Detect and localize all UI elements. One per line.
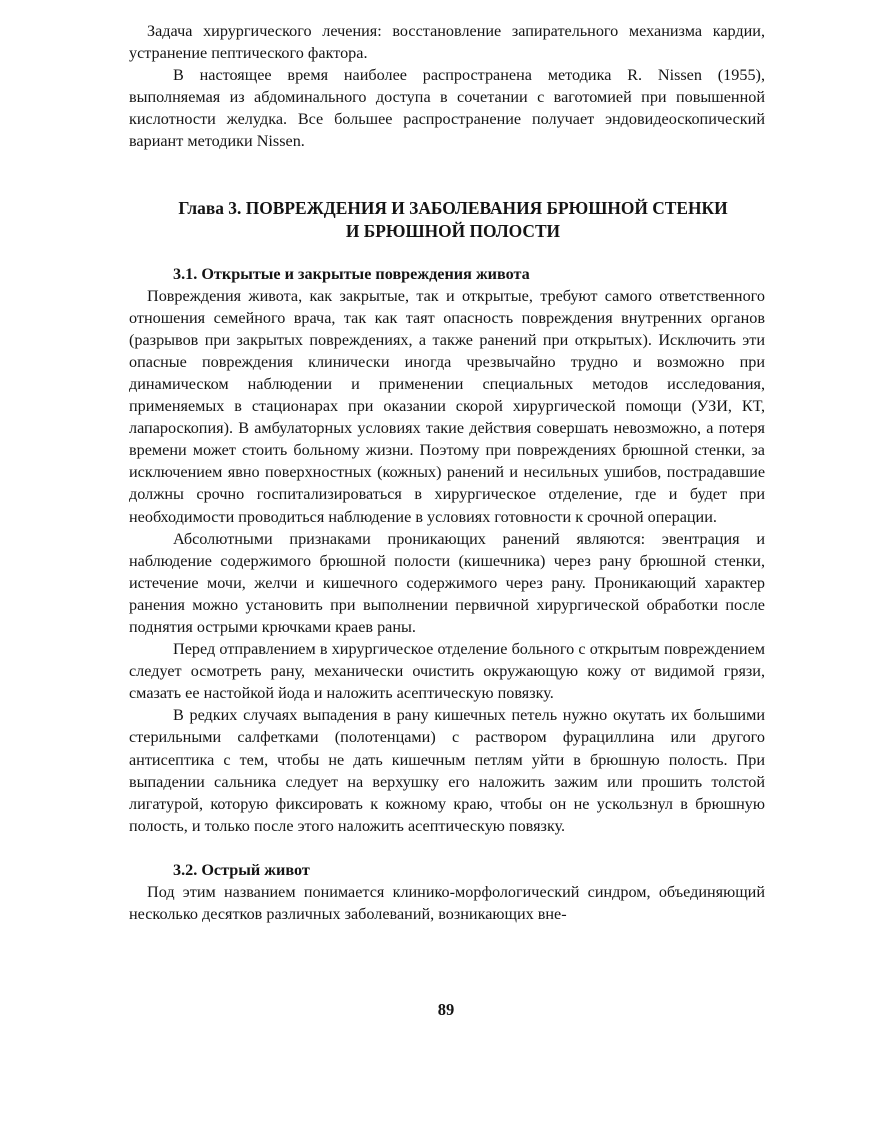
chapter-title <box>129 197 765 243</box>
section2-paragraph-1: Под этим названием понимается клинико-морфологический синдром, объединяющий несколько десятков различных заболеваний, возникающих вне- <box>129 882 765 923</box>
section1-paragraph-4: В редких случаях выпадения в рану кишечных петель нужно окутать их большими стерильными салфетками (полотенцами) с раствором фурациллина или другого антисептика с тем, чтобы не дать кишечным петлям уйти в брюшную полость. При выпадении сальника следует на верхушку его наложить зажим или прошить толстой лигатурой, которую фиксировать к кожному краю, чтобы он не ускользнул в брюшную полость, и только после этого наложить асептическую повязку. <box>129 706 765 835</box>
chapter-title-line-1: Глава 3. ПОВРЕЖДЕНИЯ И ЗАБОЛЕВАНИЯ БРЮШНОЙ СТЕНКИ <box>178 197 728 218</box>
intro-paragraph-2: В настоящее время наиболее распространена методика R. Nissen (1955), выполняемая из абдоминального доступа в сочетании с ваготомией при повышенной кислотности желудка. Все большее распространение получает эндовидеоскопический вариант методики Nissen. <box>129 66 765 151</box>
chapter-title-line-2: И БРЮШНОЙ ПОЛОСТИ <box>345 220 561 241</box>
section-heading-3-2: 3.2. Острый живот <box>173 860 310 879</box>
section1-paragraph-2: Абсолютными признаками проникающих ранений являются: эвентрация и наблюдение содержимого брюшной полости (кишечника) через рану брюшной стенки, истечение мочи, желчи и кишечного содержимого через рану. Проникающий характер ранения можно установить при выполнении первичной хирургической обработки после поднятия острыми крючками краев раны. <box>129 529 765 636</box>
section1-paragraph-1: Повреждения живота, как закрытые, так и открытые, требуют самого ответственного отношения семейного врача, так как таят опасность повреждения внутренних органов (разрывов при закрытых повреждениях, а также ранений при открытых). Исключить эти опасные повреждения клинически иногда чрезвычайно трудно и возможно при динамическом наблюдении и применении специальных методов исследования, применяемых в стационарах при оказании скорой хирургической помощи (УЗИ, КТ, лапароскопия). В амбулаторных условиях такие действия совершать невозможно, а потеря времени может стоить больному жизни. Поэтому при повреждениях брюшной стенки, за исключением явно поверхностных (кожных) ранений и несильных ушибов, пострадавшие должны срочно госпитализироваться в хирургическое отделение, где и будет при необходимости проводиться наблюдение в условиях готовности к срочной операции. <box>129 286 765 526</box>
section1-paragraph-3: Перед отправлением в хирургическое отделение больного с открытым повреждением следует осмотреть рану, механически очистить окружающую кожу от видимой грязи, смазать ее настойкой йода и наложить асептическую повязку. <box>129 640 765 703</box>
page-body <box>129 20 765 925</box>
page-number: 89 <box>437 1000 455 1019</box>
intro-paragraph-1: Задача хирургического лечения: восстановление запирательного механизма кардии, устранение пептического фактора. <box>129 22 765 63</box>
section-heading-3-1: 3.1. Открытые и закрытые повреждения живота <box>173 264 530 283</box>
